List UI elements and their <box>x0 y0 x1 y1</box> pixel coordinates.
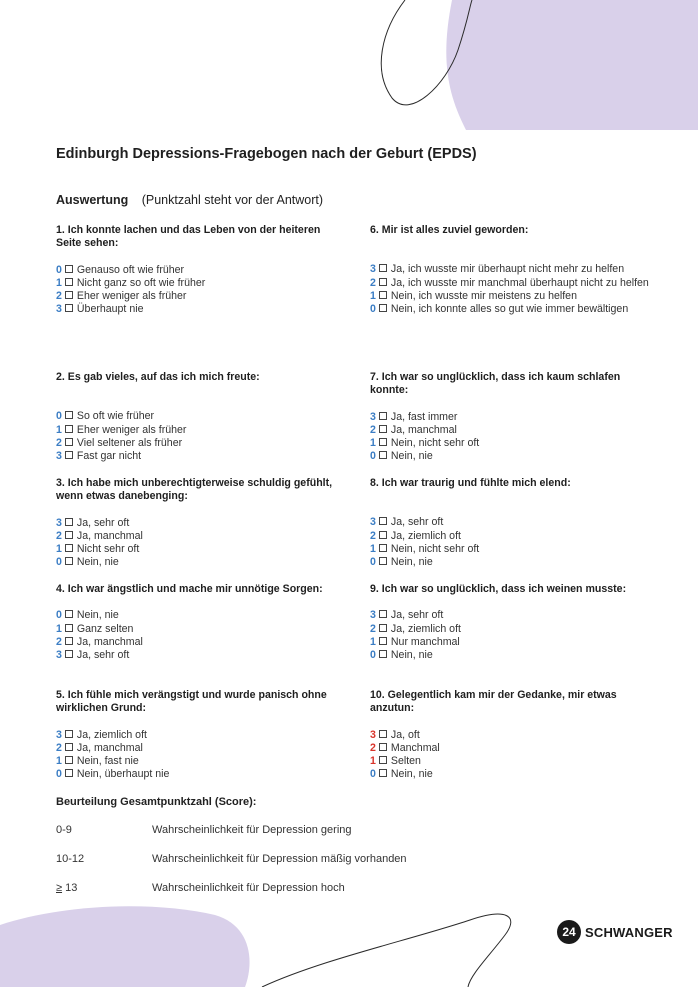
brand-logo <box>557 920 673 944</box>
bottom-curve-line <box>262 914 511 987</box>
question-1 <box>56 224 341 317</box>
answer-text: Nein, nie <box>76 556 119 569</box>
answer-score: 3 <box>370 728 376 741</box>
answer-option <box>56 623 341 636</box>
answer-text: Nein, nie <box>390 450 433 463</box>
answer-list <box>56 609 341 662</box>
answer-list <box>56 410 341 463</box>
answer-option <box>370 649 655 662</box>
question-4 <box>56 583 341 662</box>
answer-option <box>56 755 341 768</box>
answer-score: 0 <box>370 649 376 662</box>
score-row <box>56 824 352 836</box>
answer-option <box>56 450 341 463</box>
checkbox[interactable] <box>379 304 387 312</box>
answer-text: Nicht sehr oft <box>76 543 140 556</box>
answer-text: Nein, fast nie <box>76 755 139 768</box>
checkbox[interactable] <box>379 756 387 764</box>
answer-option <box>370 755 655 768</box>
answer-option <box>56 303 341 316</box>
checkbox[interactable] <box>65 278 73 286</box>
answer-list <box>56 264 341 317</box>
evaluation-label: Auswertung <box>56 193 129 207</box>
answer-text: Ja, sehr oft <box>76 649 130 662</box>
answer-option <box>370 303 660 316</box>
checkbox[interactable] <box>65 610 73 618</box>
answer-text: Nein, nie <box>390 768 433 781</box>
answer-text: Eher weniger als früher <box>76 423 187 436</box>
answer-list <box>370 263 660 316</box>
answer-score: 0 <box>370 768 376 781</box>
answer-option <box>370 290 660 303</box>
answer-option <box>370 530 655 543</box>
answer-option <box>56 410 341 423</box>
answer-option <box>56 290 341 303</box>
answer-option <box>56 517 341 530</box>
checkbox[interactable] <box>65 438 73 446</box>
question-5 <box>56 689 341 782</box>
checkbox[interactable] <box>379 730 387 738</box>
answer-score: 1 <box>370 635 376 648</box>
score-description: Wahrscheinlichkeit für Depression mäßig vorhanden <box>152 853 407 865</box>
score-description: Wahrscheinlichkeit für Depression hoch <box>152 882 345 894</box>
answer-option <box>56 437 341 450</box>
checkbox[interactable] <box>379 425 387 433</box>
answer-option <box>56 543 341 556</box>
answer-score: 1 <box>370 755 376 768</box>
answer-score: 2 <box>56 436 62 449</box>
answer-score: 2 <box>370 529 376 542</box>
checkbox[interactable] <box>379 531 387 539</box>
question-heading: 3. Ich habe mich unberechtigterweise schuldig gefühlt, wenn etwas danebenging: <box>56 477 333 503</box>
answer-text: Ja, ziemlich oft <box>390 529 461 542</box>
answer-text: Ja, sehr oft <box>76 516 130 529</box>
question-heading: 5. Ich fühle mich verängstigt und wurde panisch ohne wirklichen Grund: <box>56 689 327 715</box>
answer-text: Nein, ich konnte alles so gut wie immer bewältigen <box>390 303 629 316</box>
question-7 <box>370 371 655 464</box>
answer-score: 1 <box>370 542 376 555</box>
question-heading: 6. Mir ist alles zuviel geworden: <box>370 224 529 236</box>
score-description: Wahrscheinlichkeit für Depression gering <box>152 824 352 836</box>
bottom-left-purple-blob <box>0 906 250 987</box>
answer-option <box>56 264 341 277</box>
question-9 <box>370 583 655 662</box>
answer-text: Selten <box>390 755 421 768</box>
answer-option <box>56 609 341 622</box>
answer-text: Nein, nicht sehr oft <box>390 437 480 450</box>
answer-score: 2 <box>56 741 62 754</box>
question-heading: 7. Ich war so unglücklich, dass ich kaum schlafen konnte: <box>370 371 621 397</box>
answer-score: 1 <box>370 437 376 450</box>
answer-list <box>370 411 655 464</box>
answer-option <box>370 636 655 649</box>
answer-score: 0 <box>370 450 376 463</box>
checkbox[interactable] <box>65 304 73 312</box>
answer-option <box>370 543 655 556</box>
answer-text: Ja, ich wusste mir überhaupt nicht mehr zu helfen <box>390 263 625 276</box>
answer-score: 0 <box>56 556 62 569</box>
answer-score: 1 <box>56 755 62 768</box>
checkbox[interactable] <box>65 730 73 738</box>
answer-text: Ja, sehr oft <box>390 609 444 622</box>
question-heading: 9. Ich war so unglücklich, dass ich weinen musste: <box>370 583 627 595</box>
answer-text: Genauso oft wie früher <box>76 263 185 276</box>
answer-list <box>370 516 655 569</box>
answer-text: Viel seltener als früher <box>76 436 183 449</box>
checkbox[interactable] <box>379 743 387 751</box>
answer-option <box>56 556 341 569</box>
answer-score: 2 <box>370 276 376 289</box>
checkbox[interactable] <box>379 291 387 299</box>
top-right-curve-line <box>381 0 472 105</box>
checkbox[interactable] <box>379 650 387 658</box>
question-10 <box>370 689 655 782</box>
answer-option <box>370 450 655 463</box>
answer-text: Eher weniger als früher <box>76 290 187 303</box>
answer-text: Ja, fast immer <box>390 410 458 423</box>
question-heading: 10. Gelegentlich kam mir der Gedanke, mir etwas anzutun: <box>370 689 617 715</box>
answer-score: 2 <box>370 423 376 436</box>
checkbox[interactable] <box>65 425 73 433</box>
score-range: 0-9 <box>56 824 72 836</box>
checkbox[interactable] <box>65 291 73 299</box>
page-title: Edinburgh Depressions-Fragebogen nach der Geburt (EPDS) <box>56 146 477 162</box>
score-range-value: 13 <box>65 882 78 894</box>
checkbox[interactable] <box>65 624 73 632</box>
brand-name: SCHWANGER <box>585 924 673 940</box>
answer-text: Ganz selten <box>76 622 134 635</box>
checkbox[interactable] <box>379 544 387 552</box>
answer-list <box>56 729 341 782</box>
answer-option <box>370 556 655 569</box>
answer-option <box>370 623 655 636</box>
answer-score: 3 <box>56 649 62 662</box>
checkbox[interactable] <box>65 451 73 459</box>
answer-text: Ja, sehr oft <box>390 516 444 529</box>
checkbox[interactable] <box>379 624 387 632</box>
answer-option <box>56 636 341 649</box>
answer-score: 1 <box>370 289 376 302</box>
answer-option <box>370 516 655 529</box>
checkbox[interactable] <box>379 610 387 618</box>
answer-text: Nur manchmal <box>390 635 460 648</box>
answer-text: Ja, manchmal <box>390 423 457 436</box>
greater-equal-symbol: ≥ <box>56 882 63 894</box>
answer-list <box>56 517 341 570</box>
answer-text: Nein, nie <box>76 609 119 622</box>
checkbox[interactable] <box>379 557 387 565</box>
answer-text: So oft wie früher <box>76 410 155 423</box>
answer-score: 3 <box>370 516 376 529</box>
answer-score: 1 <box>56 423 62 436</box>
answer-score: 0 <box>56 768 62 781</box>
answer-text: Fast gar nicht <box>76 450 142 463</box>
answer-score: 0 <box>370 556 376 569</box>
checkbox[interactable] <box>65 769 73 777</box>
question-6 <box>370 224 660 316</box>
answer-text: Ja, ziemlich oft <box>390 622 461 635</box>
answer-score: 3 <box>56 516 62 529</box>
answer-option <box>56 530 341 543</box>
checkbox[interactable] <box>65 650 73 658</box>
checkbox[interactable] <box>65 411 73 419</box>
answer-text: Nein, nie <box>390 556 433 569</box>
answer-score: 1 <box>56 543 62 556</box>
answer-text: Nein, nie <box>390 649 433 662</box>
checkbox[interactable] <box>65 518 73 526</box>
answer-option <box>370 263 660 276</box>
question-3 <box>56 477 341 570</box>
answer-text: Ja, ich wusste mir manchmal überhaupt nicht zu helfen <box>390 276 649 289</box>
answer-text: Nein, überhaupt nie <box>76 768 170 781</box>
answer-score: 0 <box>370 303 376 316</box>
answer-option <box>56 277 341 290</box>
answer-score: 0 <box>56 263 62 276</box>
answer-option <box>56 729 341 742</box>
evaluation-note: (Punktzahl steht vor der Antwort) <box>141 193 324 207</box>
checkbox[interactable] <box>379 278 387 286</box>
answer-score: 2 <box>370 741 376 754</box>
checkbox[interactable] <box>379 769 387 777</box>
answer-text: Ja, ziemlich oft <box>76 728 147 741</box>
answer-score: 1 <box>56 622 62 635</box>
answer-option <box>56 742 341 755</box>
answer-option <box>370 768 655 781</box>
answer-list <box>370 729 655 782</box>
answer-text: Ja, oft <box>390 728 420 741</box>
answer-score: 3 <box>370 263 376 276</box>
answer-option <box>370 609 655 622</box>
answer-option <box>370 742 655 755</box>
answer-score: 3 <box>56 303 62 316</box>
question-heading: 8. Ich war traurig und fühlte mich elend: <box>370 477 571 489</box>
answer-text: Manchmal <box>390 741 440 754</box>
answer-option <box>370 424 655 437</box>
checkbox[interactable] <box>379 451 387 459</box>
answer-score: 3 <box>370 609 376 622</box>
question-heading: 1. Ich konnte lachen und das Leben von der heiteren Seite sehen: <box>56 224 321 250</box>
answer-option <box>370 729 655 742</box>
checkbox[interactable] <box>379 438 387 446</box>
answer-text: Ja, manchmal <box>76 741 143 754</box>
checkbox[interactable] <box>65 637 73 645</box>
question-8 <box>370 477 655 569</box>
answer-option <box>56 649 341 662</box>
checkbox[interactable] <box>65 531 73 539</box>
answer-score: 3 <box>56 450 62 463</box>
score-section-title: Beurteilung Gesamtpunktzahl (Score): <box>56 796 257 808</box>
checkbox[interactable] <box>379 637 387 645</box>
answer-score: 2 <box>56 529 62 542</box>
answer-score: 2 <box>56 635 62 648</box>
answer-score: 0 <box>56 410 62 423</box>
checkbox[interactable] <box>65 743 73 751</box>
answer-option <box>370 411 655 424</box>
answer-option <box>56 424 341 437</box>
answer-text: Ja, manchmal <box>76 635 143 648</box>
answer-score: 2 <box>370 622 376 635</box>
answer-score: 3 <box>370 410 376 423</box>
checkbox[interactable] <box>379 264 387 272</box>
answer-score: 1 <box>56 276 62 289</box>
checkbox[interactable] <box>65 557 73 565</box>
evaluation-header <box>56 193 323 207</box>
answer-score: 2 <box>56 290 62 303</box>
checkbox[interactable] <box>379 517 387 525</box>
score-row <box>56 882 345 894</box>
answer-text: Nein, nicht sehr oft <box>390 542 480 555</box>
answer-text: Nicht ganz so oft wie früher <box>76 276 206 289</box>
answer-score: 0 <box>56 609 62 622</box>
answer-option <box>56 768 341 781</box>
answer-option <box>370 277 660 290</box>
answer-option <box>370 437 655 450</box>
checkbox[interactable] <box>65 756 73 764</box>
answer-score: 3 <box>56 728 62 741</box>
answer-text: Überhaupt nie <box>76 303 144 316</box>
checkbox[interactable] <box>379 412 387 420</box>
question-heading: 2. Es gab vieles, auf das ich mich freute: <box>56 371 260 383</box>
score-range <box>56 882 152 894</box>
question-2 <box>56 371 341 463</box>
answer-list <box>370 609 655 662</box>
answer-text: Ja, manchmal <box>76 529 143 542</box>
score-range: 10-12 <box>56 853 85 865</box>
checkbox[interactable] <box>65 544 73 552</box>
question-heading: 4. Ich war ängstlich und mache mir unnötige Sorgen: <box>56 583 323 595</box>
score-row <box>56 853 407 865</box>
answer-text: Nein, ich wusste mir meistens zu helfen <box>390 289 577 302</box>
checkbox[interactable] <box>65 265 73 273</box>
brand-number-circle: 24 <box>557 920 581 944</box>
top-right-purple-blob <box>446 0 698 130</box>
